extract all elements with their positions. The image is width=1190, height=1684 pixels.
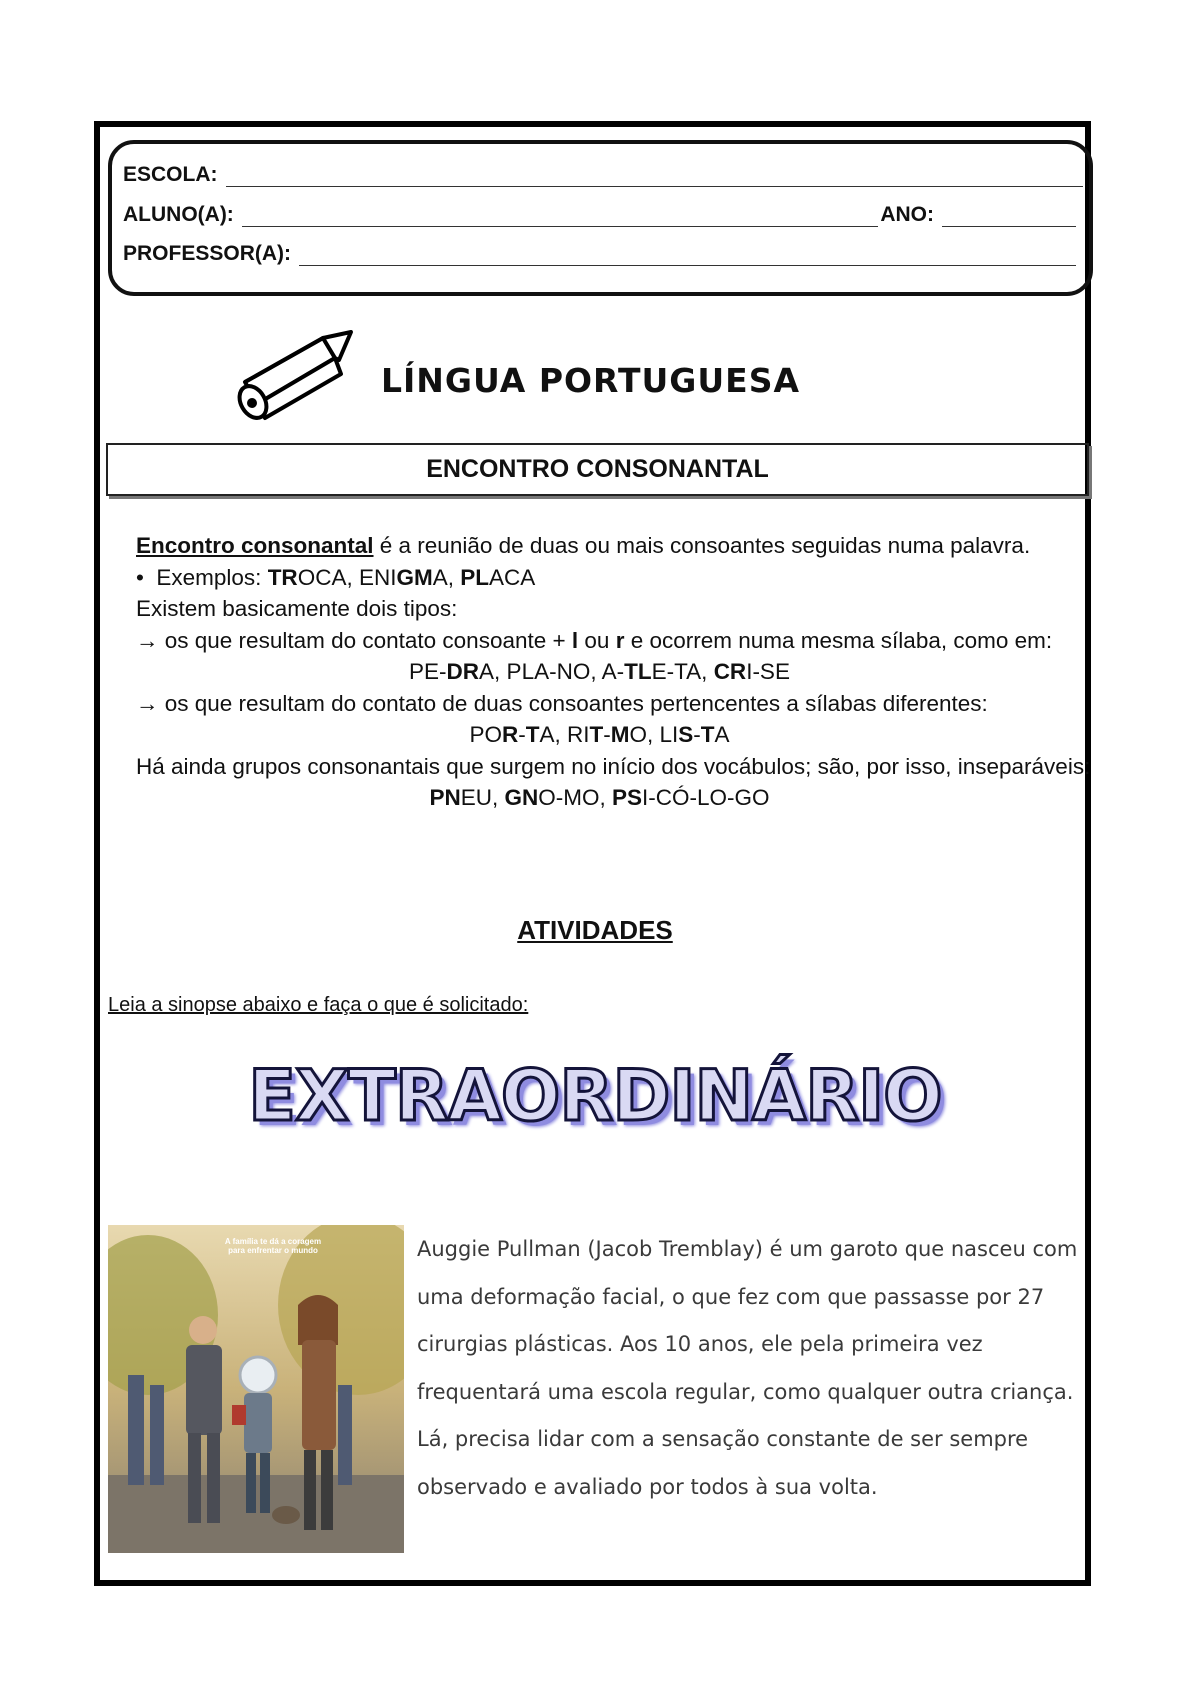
type1-description bbox=[108, 625, 1091, 657]
examples-label: Exemplos: bbox=[156, 564, 268, 590]
synopsis-line: Lá, precisa lidar com a sensação constante de ser sempre bbox=[417, 1427, 1029, 1451]
synopsis-line: cirurgias plásticas. Aos 10 anos, ele pela primeira vez bbox=[417, 1332, 983, 1356]
teacher-field[interactable] bbox=[299, 247, 1076, 266]
inseparable-examples: PNEU, GNO-MO, PSI-CÓ-LO-GO bbox=[429, 785, 770, 810]
synopsis-line: frequentará uma escola regular, como qualquer outra criança. bbox=[417, 1379, 1074, 1404]
example-rest: A bbox=[432, 564, 448, 590]
example-pre: ENI bbox=[358, 564, 397, 590]
subject-heading bbox=[235, 330, 800, 430]
types-intro: Existem basicamente dois tipos: bbox=[136, 596, 458, 621]
examples-line: • Exemplos: TROCA, ENIGMA, PLACA bbox=[136, 564, 536, 590]
definition-term: Encontro consonantal bbox=[136, 533, 374, 558]
student-label: ALUNO(A): bbox=[123, 203, 234, 226]
example-bold: GM bbox=[396, 564, 433, 590]
type1-r: r bbox=[615, 627, 625, 653]
type2-examples: POR-TA, RIT-MO, LIS-TA bbox=[469, 722, 730, 747]
example-bold: PL bbox=[460, 564, 490, 590]
type1-l: l bbox=[571, 627, 579, 653]
poster-tagline-line: para enfrentar o mundo bbox=[228, 1246, 318, 1255]
inseparable-description: Há ainda grupos consonantais que surgem no início dos vocábulos; são, por isso, inseparáveis: bbox=[136, 753, 1091, 779]
example-rest: OCA bbox=[297, 564, 347, 590]
movie-synopsis bbox=[417, 1226, 1082, 1511]
definition bbox=[108, 530, 1091, 562]
movie-title: EXTRAORDINÁRIO bbox=[248, 1055, 942, 1137]
lesson-content bbox=[108, 530, 1091, 814]
pencil-icon bbox=[235, 330, 361, 431]
activities-title: ATIVIDADES bbox=[517, 915, 673, 945]
student-field-row bbox=[123, 203, 1076, 227]
type1-text-end: e ocorrem numa mesma sílaba, como em: bbox=[624, 627, 1053, 653]
type1-or: ou bbox=[578, 627, 616, 653]
school-field[interactable] bbox=[226, 168, 1084, 187]
activities-instruction: Leia a sinopse abaixo e faça o que é solicitado: bbox=[108, 994, 529, 1016]
definition-text: é a reunião de duas ou mais consoantes seguidas numa palavra. bbox=[373, 533, 1031, 558]
teacher-field-row bbox=[123, 242, 1076, 266]
year-field[interactable] bbox=[942, 208, 1076, 227]
synopsis-line: observado e avaliado por todos à sua volta. bbox=[417, 1474, 878, 1499]
teacher-label: PROFESSOR(A): bbox=[123, 242, 291, 265]
year-label: ANO: bbox=[880, 203, 934, 226]
type2-description: → os que resultam do contato de duas consoantes pertencentes a sílabas diferentes: bbox=[136, 690, 988, 716]
subject-title: LÍNGUA PORTUGUESA bbox=[381, 360, 801, 400]
topic-title-box bbox=[106, 443, 1089, 496]
school-label: ESCOLA: bbox=[123, 163, 218, 186]
type1-text: → os que resultam do contato consoante + bbox=[136, 627, 572, 653]
example-rest: ACA bbox=[489, 564, 536, 590]
synopsis-line: Auggie Pullman (Jacob Tremblay) é um garoto que nasceu com bbox=[417, 1237, 1078, 1261]
school-field-row bbox=[123, 163, 1083, 187]
synopsis-line: uma deformação facial, o que fez com que passasse por 27 bbox=[417, 1284, 1045, 1309]
topic-title: ENCONTRO CONSONANTAL bbox=[426, 455, 769, 483]
movie-poster bbox=[108, 1225, 404, 1553]
poster-tagline-line: A família te dá a coragem bbox=[224, 1237, 322, 1246]
bullet-icon: • bbox=[136, 564, 157, 590]
poster-tagline bbox=[203, 1237, 343, 1255]
student-field[interactable] bbox=[242, 208, 879, 227]
example-bold: TR bbox=[267, 564, 298, 590]
type1-examples: PE-DRA, PLA-NO, A-TLE-TA, CRI-SE bbox=[409, 659, 790, 684]
